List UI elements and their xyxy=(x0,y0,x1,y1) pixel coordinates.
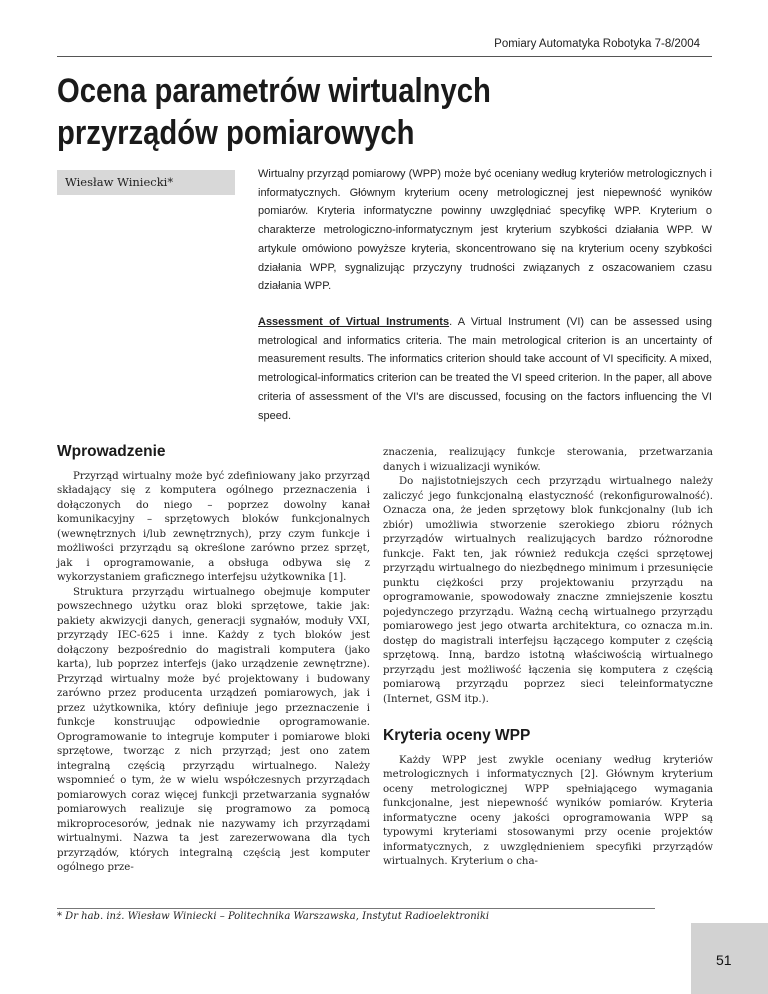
intro-paragraph-2: Struktura przyrządu wirtualnego obejmuje komputer powszechnego użytku oraz bloki sprzętowe, takie jak: pakiety akwizycji danych, generacji sygnałów, moduły VXI, przyrządy IEC-625 i inne. Każdy z tych bloków jest dołączony bezpośrednio do magistrali komputera (jako karta), lub poprzez interfejs (jako urządzenie zewnętrzne). Przyrząd wirtualny może być projektowany i budowany zarówno przez producenta urządzeń pomiarowych, jak i przez użytkownika, który definiuje jego przeznaczenie i funkcje konstruując odpowiednie oprogramowanie. Oprogramowanie to integruje komputer i pomiarowe bloki sprzętowe, tworząc z nich przyrząd; jest ono zatem integralną częścią przyrządu wirtualnego. Należy wspomnieć o tym, że w wielu współczesnych przyrządach pomiarowych coraz więcej funkcji przetwarzania sygnałów pomiarowych realizuje się programowo za pomocą mikroprocesorów, jednak nie nazywamy ich przyrządami wirtualnymi. Nazwa ta jest zarezerwowana dla tych przyrządów, których integralną częścią jest komputer ogólnego prze- xyxy=(57,586,370,873)
abstract-english xyxy=(258,313,712,425)
footnote-rule xyxy=(57,908,655,909)
left-column xyxy=(57,445,370,876)
right-paragraph-2: Do najistotniejszych cech przyrządu wirtualnego należy zaliczyć jego funkcjonalną elastyczność (rekonfigurowalność). Oznacza ona, że jeden sprzętowy blok funkcjonalny (lub ich zbiór) umożliwia stworzenie szerokiego zbioru różnych przyrządów wirtualnych realizujących bardzo różnorodne funkcje. Fakt ten, jak również redukcja części sprzętowej przyrządu wirtualnego do niezbędnego minimum i przesunięcie punktu ciężkości przy projektowaniu przyrządu na oprogramowanie, spowodowały znaczne zmniejszenie kosztu pojedynczego przyrządu. Ważną cechą wirtualnego przyrządu pomiarowego jest jego otwarta architektura, co oznacza m.in. dostęp do magistrali interfejsu łączącego komputer z częścią sprzętową. Inną, bardzo istotną właściwością wirtualnego przyrządu jest możliwość łączenia się komputera z częścią pomiarową przyrządu poprzez sieci teleinformatyczne (Internet, GSM itp.). xyxy=(383,476,713,705)
abstract-polish: Wirtualny przyrząd pomiarowy (WPP) może być oceniany według kryteriów metrologicznych i informatycznych. Głównym kryterium oceny metrologicznej jest niepewność wyników pomiarów. Kryteria informatyczne powinny uwzględniać specyfikę WPP. Kryterium o charakterze metrologiczno-informatycznym jest kryterium szybkości działania WPP. W artykule omówiono powyższe kryteria, skoncentrowano się na kryterium oceny szybkości działania WPP, sygnalizując przyczyny trudności związanych z oszacowaniem czasu działania WPP. xyxy=(258,168,712,293)
header-rule xyxy=(57,56,712,57)
intro-paragraph-1: Przyrząd wirtualny może być zdefiniowany jako przyrząd składający się z komputera ogólnego przeznaczenia i dołączonych do niego – poprzez dowolny kanał komunikacyjny – sprzętowych bloków funkcjonalnych (wewnętrznych i/lub zewnętrznych), przy czym funkcje i możliwości przyrządu są określone zarówno przez sprzęt, jak i oprogramowanie, a obsługa odbywa się z wykorzystaniem graficznego interfejsu użytkownika [1]. xyxy=(57,470,370,583)
section-heading-intro: Wprowadzenie xyxy=(57,443,166,460)
section-heading-criteria: Kryteria oceny WPP xyxy=(383,727,531,744)
journal-header: Pomiary Automatyka Robotyka 7-8/2004 xyxy=(494,38,700,50)
abstract-english-lead: Assessment of Virtual Instruments xyxy=(258,316,450,328)
footnote: * Dr hab. inż. Wiesław Winiecki – Politechnika Warszawska, Instytut Radioelektroniki xyxy=(57,911,490,922)
author-box xyxy=(57,170,235,195)
section-gap xyxy=(383,707,713,729)
author-name: Wiesław Winiecki* xyxy=(65,175,174,189)
page-number: 51 xyxy=(716,952,732,968)
right-column xyxy=(383,446,713,870)
abstract-english-text: . A Virtual Instrument (VI) can be assessed using metrological and informatics criteria. The main metrological criterion is an uncertainty of measurement results. The informatics criterion should take account of VI specificity. A mixed, metrological-informatics criterion can be treated the VI speed criterion. In the paper, all above criteria of assessment of the VI's are discussed, focusing on the factors influencing the VI speed. xyxy=(258,316,712,422)
right-paragraph-1: znaczenia, realizujący funkcje sterowania, przetwarzania danych i wizualizacji wyników. xyxy=(383,447,713,473)
article-title: Ocena parametrów wirtualnych przyrządów pomiarowych xyxy=(57,72,491,152)
criteria-paragraph-1: Każdy WPP jest zwykle oceniany według kryteriów metrologicznych i informatycznych [2]. Głównym kryterium oceny metrologicznej WPP spełniającego wymagania funkcjonalne, jest niepewność wyników pomiarów. Kryteria informatyczne oceny jakości oprogramowania WPP są typowymi kryteriami stosowanymi przy ocenie projektów informatycznych, z uwzględnieniem specyfiki przyrządów wirtualnych. Kryterium o cha- xyxy=(383,754,713,867)
